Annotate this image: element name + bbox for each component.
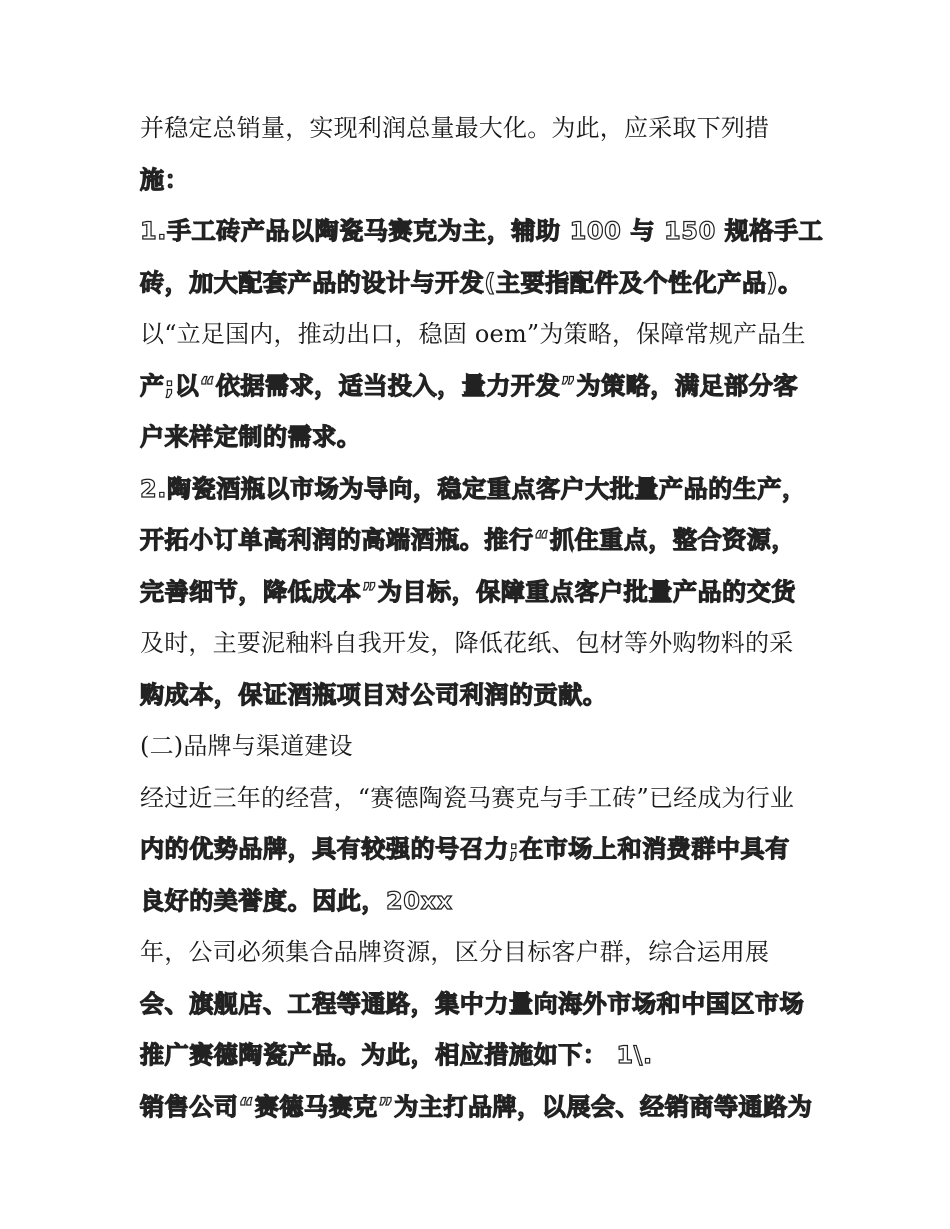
text-line: 销售公司“赛德马赛克”为主打品牌，以展会、经销商等通路为 — [140, 1092, 813, 1121]
text-line: 2.陶瓷酒瓶以市场为导向，稳定重点客户大批量产品的生产， — [140, 474, 807, 503]
text-line: 户来样定制的需求。 — [140, 423, 362, 451]
text-line: 年，公司必须集合品牌资源，区分目标客户群，综合运用展 — [140, 938, 770, 966]
text-line: 推广赛德陶瓷产品。为此，相应措施如下： 1\. — [140, 1041, 653, 1069]
text-line: 良好的美誉度。因此，20xx — [140, 886, 453, 915]
text-line: 完善细节，降低成本”为目标，保障重点客户批量产品的交货 — [140, 577, 796, 606]
text-line: 1.手工砖产品以陶瓷马赛克为主，辅助 100 与 150 规格手工 — [140, 217, 824, 245]
text-line: 开拓小订单高利润的高端酒瓶。推行“抓住重点，整合资源， — [140, 526, 796, 554]
text-line: 内的优势品牌，具有较强的号召力;在市场上和消费群中具有 — [140, 835, 790, 863]
section-heading: (二)品牌与渠道建设 — [140, 732, 353, 760]
text-line: 及时，主要泥釉料自我开发，降低花纸、包材等外购物料的采 — [140, 629, 794, 657]
text-line: 以“立足国内，推动出口，稳固 oem”为策略，保障常规产品生 — [140, 320, 806, 348]
document-page — [140, 108, 824, 1138]
text-line: 经过近三年的经营，“赛德陶瓷马赛克与手工砖”已经成为行业 — [140, 783, 795, 812]
text-line: 产;以“依据需求，适当投入，量力开发”为策略，满足部分客 — [140, 371, 798, 400]
text-line: 施： — [140, 165, 190, 194]
text-line: 砖，加大配套产品的设计与开发(主要指配件及个性化产品)。 — [140, 268, 803, 297]
text-line: 会、旗舰店、工程等通路，集中力量向海外市场和中国区市场 — [140, 989, 805, 1018]
text-line: 购成本，保证酒瓶项目对公司利润的贡献。 — [140, 680, 608, 709]
text-line: 并稳定总销量，实现利润总量最大化。为此，应采取下列措 — [140, 114, 770, 142]
